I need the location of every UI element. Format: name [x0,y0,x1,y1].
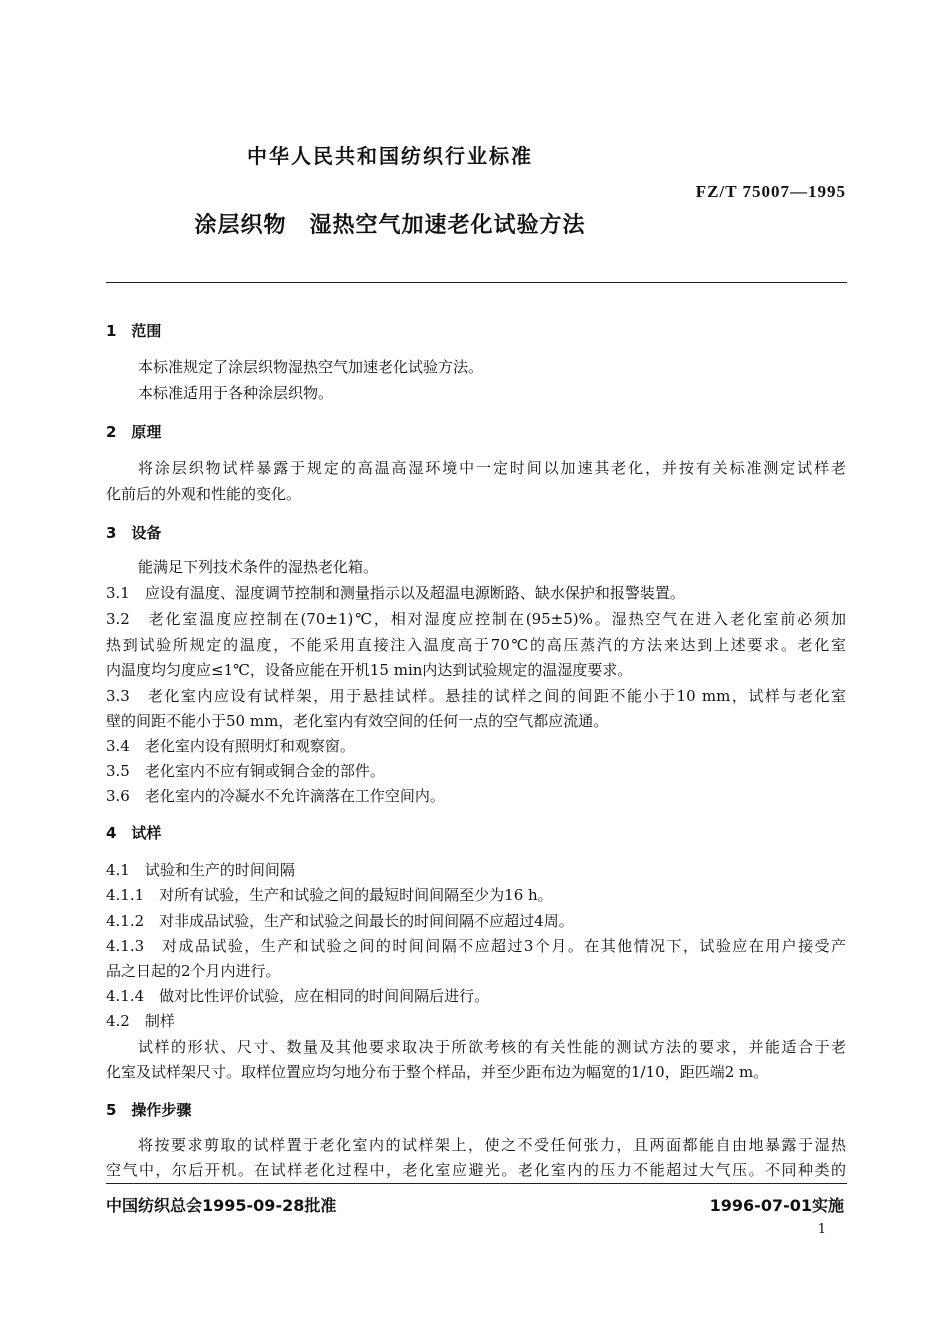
clause-line: 4.1.3 对成品试验，生产和试验之间的时间间隔不应超过3个月。在其他情况下，试验应在用户接受产 [106,937,846,955]
section-heading: 3 设备 [106,524,162,542]
paragraph-line: 能满足下列技术条件的湿热老化箱。 [138,558,379,576]
footer-divider [106,1183,847,1184]
clause-line: 4.2 制样 [106,1012,175,1030]
page-number: 1 [817,1222,826,1237]
paragraph-line: 将涂层织物试样暴露于规定的高温高湿环境中一定时间以加速其老化，并按有关标准测定试样老 [138,459,846,477]
clause-line: 4.1 试验和生产的时间间隔 [106,861,295,879]
paragraph-line: 将按要求剪取的试样置于老化室内的试样架上，使之不受任何张力，且两面都能自由地暴露于湿热 [138,1136,846,1154]
clause-line: 3.2 老化室温度应控制在(70±1)℃，相对湿度应控制在(95±5)%。湿热空气在进入老化室前必须加 [106,610,846,628]
clause-line: 内温度均匀度应≤1℃，设备应能在开机15 min内达到试验规定的温湿度要求。 [106,661,633,679]
section-heading: 2 原理 [106,423,162,441]
paragraph-line: 本标准适用于各种涂层织物。 [138,384,334,402]
paragraph-line: 试样的形状、尺寸、数量及其他要求取决于所欲考核的有关性能的测试方法的要求，并能适合于老 [138,1038,846,1056]
clause-line: 4.1.4 做对比性评价试验，应在相同的时间间隔后进行。 [106,987,490,1005]
header-divider [106,282,847,283]
clause-line: 3.5 老化室内不应有铜或铜合金的部件。 [106,762,385,780]
clause-line: 3.6 老化室内的冷凝水不允许滴落在工作空间内。 [106,787,445,805]
clause-line: 壁的间距不能小于50 mm，老化室内有效空间的任何一点的空气都应流通。 [106,712,609,730]
effective-date: 1996-07-01实施 [709,1196,844,1215]
paragraph-line: 化前后的外观和性能的变化。 [106,485,302,503]
paragraph-line: 本标准规定了涂层织物湿热空气加速老化试验方法。 [138,358,484,376]
paragraph-line: 空气中，尔后开机。在试样老化过程中，老化室应避光。老化室内的压力不能超过大气压。不同种类的 [106,1161,846,1179]
document-title: 涂层织物 湿热空气加速老化试验方法 [194,213,586,238]
paragraph-line: 化室及试样架尺寸。取样位置应均匀地分布于整个样品，并至少距布边为幅宽的1/10，距匹端2 m。 [106,1063,769,1081]
section-heading: 1 范围 [106,322,162,340]
approval-date: 中国纺织总会1995-09-28批准 [106,1196,337,1215]
section-heading: 4 试样 [106,824,162,842]
section-heading: 5 操作步骤 [106,1101,192,1119]
clause-line: 热到试验所规定的温度，不能采用直接注入温度高于70℃的高压蒸汽的方法来达到上述要求。老化室 [106,636,846,654]
clause-line: 品之日起的2个月内进行。 [106,962,281,980]
clause-line: 4.1.1 对所有试验，生产和试验之间的最短时间间隔至少为16 h。 [106,886,553,904]
clause-line: 4.1.2 对非成品试验，生产和试验之间最长的时间间隔不应超过4周。 [106,912,574,930]
standard-category-heading: 中华人民共和国纺织行业标准 [247,144,533,168]
clause-line: 3.4 老化室内设有照明灯和观察窗。 [106,737,355,755]
clause-line: 3.3 老化室内应设有试样架，用于悬挂试样。悬挂的试样之间的间距不能小于10 mm，试样与老化室 [106,687,846,705]
standard-code: FZ/T 75007—1995 [695,182,846,201]
clause-line: 3.1 应设有温度、湿度调节控制和测量指示以及超温电源断路、缺水保护和报警装置。 [106,584,685,602]
